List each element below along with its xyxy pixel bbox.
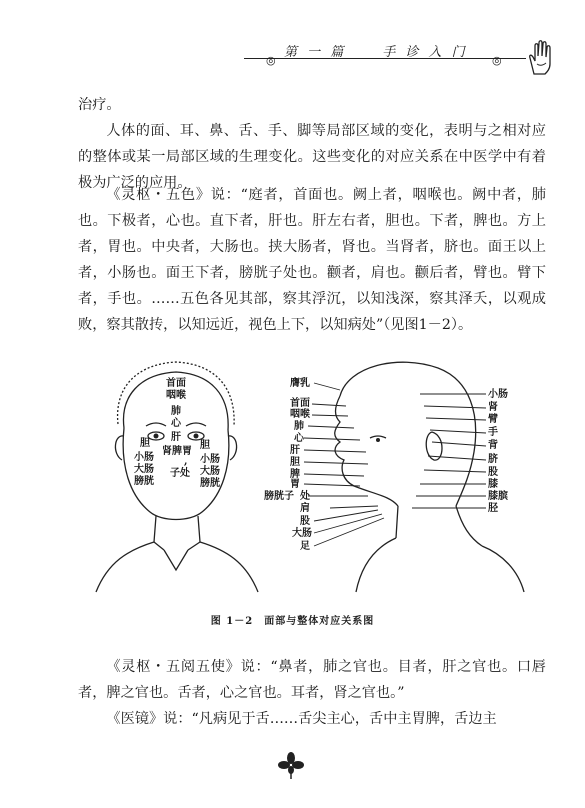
label-shoumian: 首面 (166, 378, 186, 389)
label-gan: 肝 (171, 432, 181, 443)
label-zichu: 子处 (170, 468, 190, 479)
side-label-right: 膝膑 (488, 491, 508, 502)
side-label-right: 背 (488, 440, 498, 451)
side-label-left: 肝 (290, 445, 300, 456)
side-label-right: 胫 (488, 503, 498, 514)
label-xiaochang-right: 小肠 (200, 454, 220, 465)
side-label-left: 足 (300, 541, 310, 552)
side-label-left: 肩 (300, 503, 310, 514)
side-label-right: 手 (488, 427, 498, 438)
header-text (284, 41, 468, 60)
side-label-left: 首面 (290, 398, 310, 409)
side-label-right: 臂 (488, 414, 498, 425)
hand-icon (528, 40, 554, 76)
side-label-left: 股 (300, 516, 310, 527)
label-comma: , (184, 456, 188, 467)
side-label-right: 小肠 (488, 389, 508, 400)
label-pi: 脾 (172, 446, 182, 457)
side-label-left: 心 (294, 433, 304, 444)
label-dan-left: 胆 (140, 438, 150, 449)
side-label-right: 肾 (488, 402, 498, 413)
flower-ornament-icon (276, 750, 306, 780)
label-fei: 肺 (171, 406, 181, 417)
paragraph-1: 人体的面、耳、鼻、舌、手、脚等局部区域的变化，表明与之相对应的整体或某一局部区域的生理变化。这些变化的对应关系在中医学中有着极为广泛的应用。 (78, 123, 546, 191)
side-label-left: 肺 (294, 421, 304, 432)
side-label-left: 膺乳 (290, 378, 310, 389)
label-shen: 肾 (162, 446, 172, 457)
figure-face-diagram (78, 356, 548, 596)
label-dan-right: 胆 (200, 440, 210, 451)
side-label-right: 脐 (488, 454, 498, 465)
swirl-ornament-icon: ◎ (266, 54, 276, 67)
label-yanhou: 咽喉 (166, 390, 186, 401)
figure-caption: 图 1－2 面部与整体对应关系图 (210, 616, 375, 627)
side-label-left: 膀胱子 (264, 491, 294, 502)
side-label-left: 胃 (290, 479, 300, 490)
label-dachang-right: 大肠 (200, 466, 220, 477)
side-label-right: 股 (488, 467, 498, 478)
paragraph-2: 《灵枢・五色》说：“庭者，首面也。阙上者，咽喉也。阙中者，肺也。下极者，心也。直下者，肝也。肝左右者，胆也。下者，脾也。方上者，胃也。中央者，大肠也。挟大肠者，肾也。当肾者，脐也。面王以上者，小肠也。面王下者，膀胱子处也。颧者，肩也。颧后者，臂也。臂下者，手也。……五色各见其部，察其浮沉，以知浅深，察其泽夭，以观成败，察其散抟，以知远近，视色上下，以知病处”（见图1－2）。 (78, 187, 546, 333)
label-wei: 胃 (182, 446, 192, 457)
side-label-left: 处 (300, 491, 310, 502)
side-label-left: 脾 (290, 469, 300, 480)
label-pangguang-left: 膀胱 (134, 476, 154, 487)
paragraph-4: 《医镜》说：“凡病见于舌……舌尖主心，舌中主胃脾，舌边主 (106, 711, 497, 727)
header-title: 手 诊 入 门 (382, 45, 468, 60)
header-part: 第 一 篇 (284, 45, 347, 60)
side-label-left: 胆 (290, 457, 300, 468)
label-pangguang-right: 膀胱 (200, 478, 220, 489)
side-label-left: 大肠 (292, 528, 312, 539)
side-label-right: 膝 (488, 479, 498, 490)
paragraph-3: 《灵枢・五阅五使》说：“鼻者，肺之官也。目者，肝之官也。口唇者，脾之官也。舌者，心之官也。耳者，肾之官也。” (78, 659, 546, 701)
running-header (244, 38, 544, 68)
paragraph-continued: 治疗。 (78, 97, 121, 113)
side-label-left: 咽喉 (290, 409, 310, 420)
label-dachang-left: 大肠 (134, 464, 154, 475)
label-xin: 心 (171, 418, 181, 429)
label-xiaochang-left: 小肠 (134, 452, 154, 463)
swirl-ornament-icon: ◎ (492, 54, 502, 67)
